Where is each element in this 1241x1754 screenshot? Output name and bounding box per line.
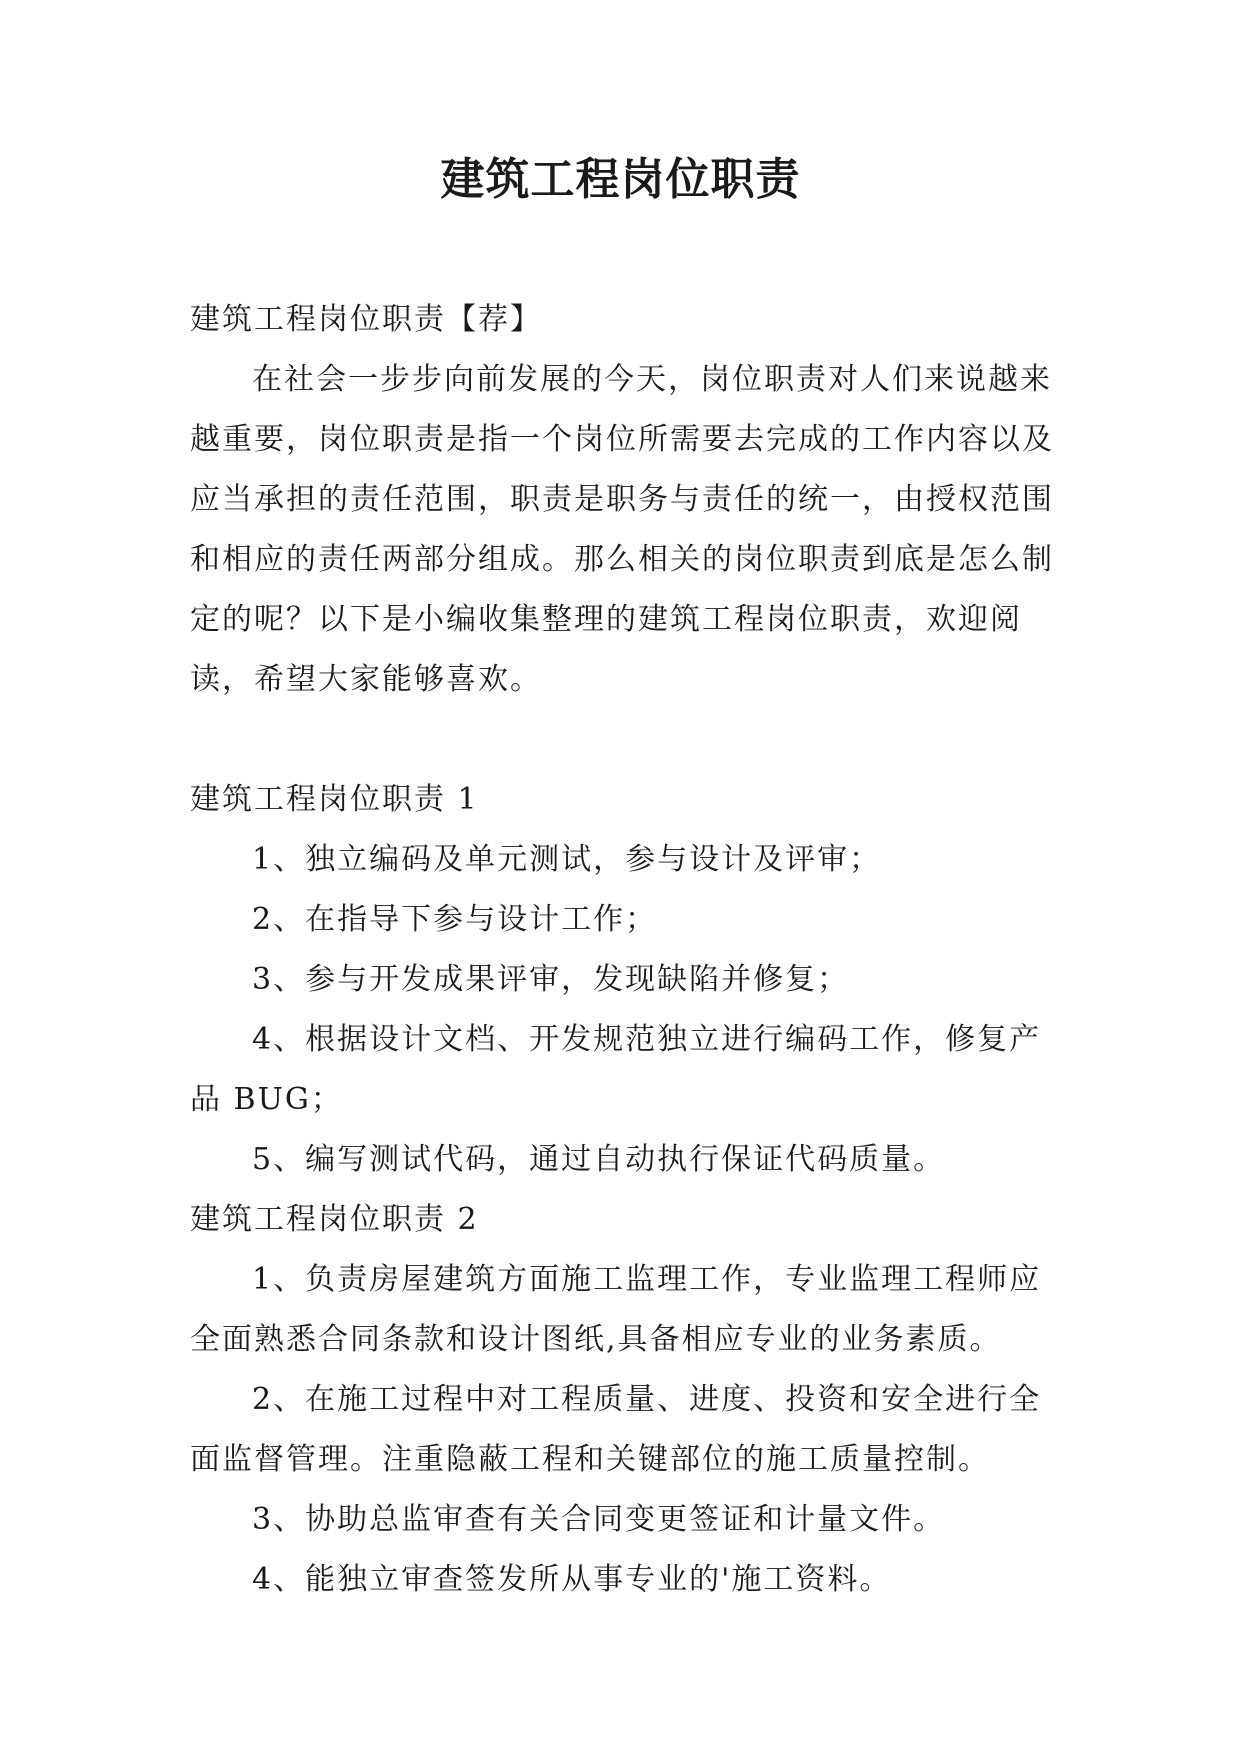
- section-1-item-3: 3、参与开发成果评审，发现缺陷并修复；: [252, 962, 850, 997]
- intro-heading: 建筑工程岗位职责【荐】: [190, 302, 542, 337]
- section-1-heading: 建筑工程岗位职责 1: [190, 782, 479, 817]
- section-2-heading: 建筑工程岗位职责 2: [190, 1202, 479, 1237]
- section-2-item-3: 3、协助总监审查有关合同变更签证和计量文件。: [252, 1502, 946, 1537]
- section-2-item-1: 1、负责房屋建筑方面施工监理工作，专业监理工程师应全面熟悉合同条款和设计图纸,具备相应专业的业务素质。: [190, 1262, 1042, 1357]
- section-2-item-4: 4、能独立审查签发所从事专业的'施工资料。: [252, 1562, 892, 1597]
- intro-paragraph: 在社会一步步向前发展的今天，岗位职责对人们来说越来越重要，岗位职责是指一个岗位所需要去完成的工作内容以及应当承担的责任范围，职责是职务与责任的统一，由授权范围和相应的责任两部分组成。那么相关的岗位职责到底是怎么制定的呢？以下是小编收集整理的建筑工程岗位职责，欢迎阅读，希望大家能够喜欢。: [190, 362, 1054, 697]
- section-1-item-1: 1、独立编码及单元测试，参与设计及评审；: [252, 842, 882, 877]
- section-1-item-5: 5、编写测试代码，通过自动执行保证代码质量。: [252, 1142, 946, 1177]
- section-spacer: [190, 710, 1070, 770]
- section-2-item-2: 2、在施工过程中对工程质量、进度、投资和安全进行全面监督管理。注重隐蔽工程和关键部位的施工质量控制。: [190, 1382, 1042, 1477]
- section-1-item-4: 4、根据设计文档、开发规范独立进行编码工作，修复产品 BUG；: [190, 1022, 1042, 1117]
- document-title: 建筑工程岗位职责: [440, 154, 801, 205]
- section-1-item-2: 2、在指导下参与设计工作；: [252, 902, 658, 937]
- document-body: [190, 290, 1070, 1610]
